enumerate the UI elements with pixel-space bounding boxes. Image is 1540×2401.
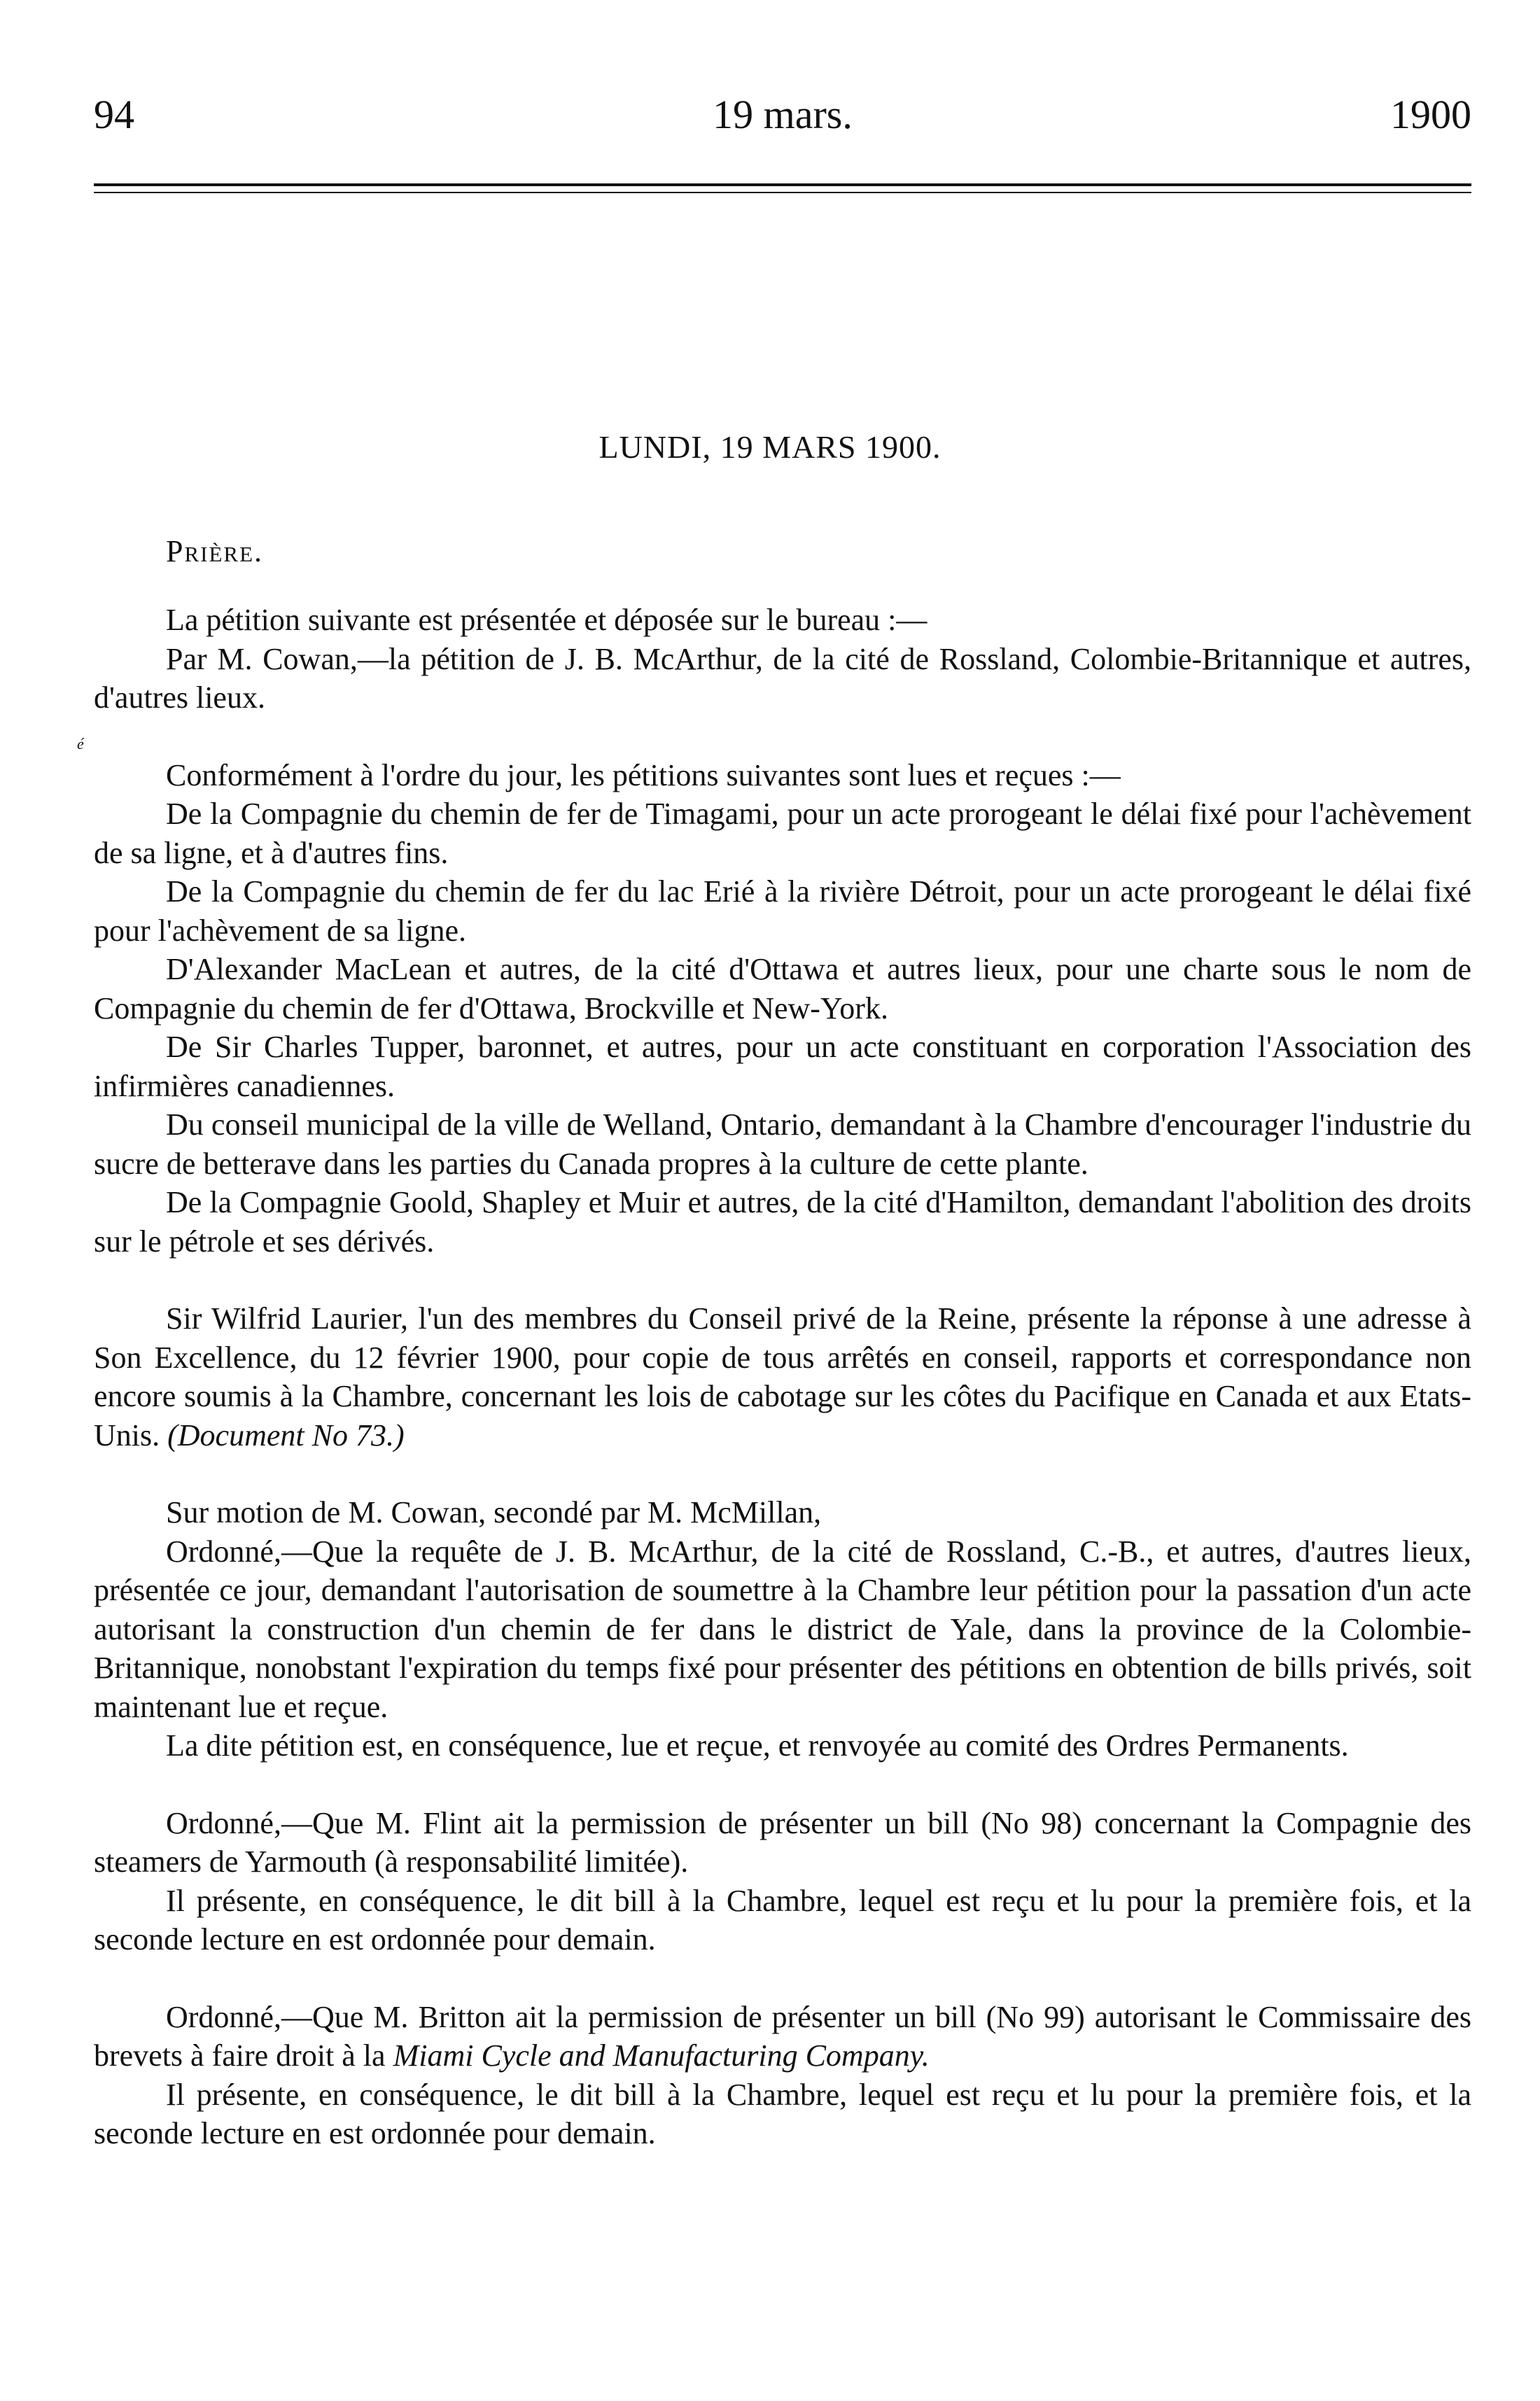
header-rule-thin: [94, 192, 1471, 193]
italic-reference: Miami Cycle and Manufacturing Company.: [393, 2038, 930, 2073]
paragraph: [94, 950, 1471, 1028]
paragraph: [94, 1998, 1471, 2076]
header-date: 19 mars.: [713, 92, 853, 137]
paragraph: [94, 601, 1471, 640]
paragraph-text: Du conseil municipal de la ville de Welland, Ontario, demandant à la Chambre d'encourager l'industrie du sucre de betterave dans les parties du Canada propres à la culture de cette plante.: [94, 1107, 1471, 1181]
paragraph: [94, 794, 1471, 872]
session-title: LUNDI, 19 MARS 1900.: [598, 429, 941, 465]
paragraph: [94, 1882, 1471, 1959]
paragraph: [94, 2076, 1471, 2153]
paragraph-text: Conformément à l'ordre du jour, les pétitions suivantes sont lues et reçues :—: [166, 757, 1121, 792]
paragraph: [94, 1299, 1471, 1455]
prayer-heading: Prière.: [166, 534, 264, 568]
stray-mark: é: [77, 735, 84, 752]
paragraph: [94, 1804, 1471, 1882]
paragraph-text: De la Compagnie du chemin de fer du lac Erié à la rivière Détroit, pour un acte prorogeant le délai fixé pour l'achèvement de sa ligne.: [94, 874, 1471, 948]
paragraph: [94, 1532, 1471, 1727]
header-rule-thick: [94, 183, 1471, 186]
paragraph: [94, 1493, 1471, 1532]
paragraph-text: Ordonné,—Que M. Flint ait la permission de présenter un bill (No 98) concernant la Compagnie des steamers de Yarmouth (à responsabilité limitée).: [94, 1805, 1471, 1879]
paragraph-text: La pétition suivante est présentée et déposée sur le bureau :—: [166, 603, 927, 637]
paragraph: [94, 1028, 1471, 1105]
paragraph-text: Ordonné,—Que M. Britton ait la permission de présenter un bill (No 99) autorisant le Commissaire des brevets à faire droit à la: [94, 1999, 1471, 2073]
paragraph: [94, 756, 1471, 795]
paragraph: [94, 872, 1471, 950]
paragraph-text: De la Compagnie Goold, Shapley et Muir et autres, de la cité d'Hamilton, demandant l'abolition des droits sur le pétrole et ses dérivés.: [94, 1185, 1471, 1259]
italic-reference: (Document No 73.): [167, 1418, 405, 1452]
paragraph-text: Sur motion de M. Cowan, secondé par M. McMillan,: [166, 1495, 822, 1530]
proceedings-body: [94, 601, 1471, 2153]
paragraph-text: Il présente, en conséquence, le dit bill à la Chambre, lequel est reçu et lu pour la première fois, et la seconde lecture en est ordonnée pour demain.: [94, 2077, 1471, 2150]
paragraph-text: Sir Wilfrid Laurier, l'un des membres du Conseil privé de la Reine, présente la réponse à une adresse à Son Excellence, du 12 février 1900, pour copie de tous arrêtés en conseil, rapports et correspondance non encore soumis à la Chambre, concernant les lois de cabotage sur les côtes du Pacifique en Canada et aux Etats-Unis.: [94, 1301, 1471, 1452]
paragraph-text: Par M. Cowan,—la pétition de J. B. McArthur, de la cité de Rossland, Colombie-Britannique et autres, d'autres lieux.: [94, 641, 1471, 715]
paragraph-text: Il présente, en conséquence, le dit bill à la Chambre, lequel est reçu et lu pour la première fois, et la seconde lecture en est ordonnée pour demain.: [94, 1883, 1471, 1956]
paragraph-text: De la Compagnie du chemin de fer de Timagami, pour un acte prorogeant le délai fixé pour l'achèvement de sa ligne, et à d'autres fins.: [94, 797, 1471, 870]
paragraph-text: De Sir Charles Tupper, baronnet, et autres, pour un acte constituant en corporation l'Association des infirmières canadiennes.: [94, 1030, 1471, 1103]
paragraph-text: D'Alexander MacLean et autres, de la cité d'Ottawa et autres lieux, pour une charte sous le nom de Compagnie du chemin de fer d'Ottawa, Brockville et New-York.: [94, 952, 1471, 1026]
paragraph: [94, 1105, 1471, 1183]
paragraph: [94, 640, 1471, 718]
paragraph: [94, 1726, 1471, 1765]
paragraph-text: La dite pétition est, en conséquence, lue et reçue, et renvoyée au comité des Ordres Permanents.: [166, 1728, 1349, 1763]
paragraph: [94, 1183, 1471, 1261]
page-number: 94: [94, 92, 134, 137]
header-year: 1900: [1390, 92, 1471, 137]
paragraph-text: Ordonné,—Que la requête de J. B. McArthur, de la cité de Rossland, C.-B., et autres, d'autres lieux, présentée ce jour, demandant l'autorisation de soumettre à la Chambre leur pétition pour la passation d'un acte autorisant la construction d'un chemin de fer dans le district de Yale, dans la province de la Colombie-Britannique, nonobstant l'expiration du temps fixé pour présenter des pétitions en obtention de bills privés, soit maintenant lue et reçue.: [94, 1534, 1471, 1724]
running-header: [94, 91, 1471, 147]
